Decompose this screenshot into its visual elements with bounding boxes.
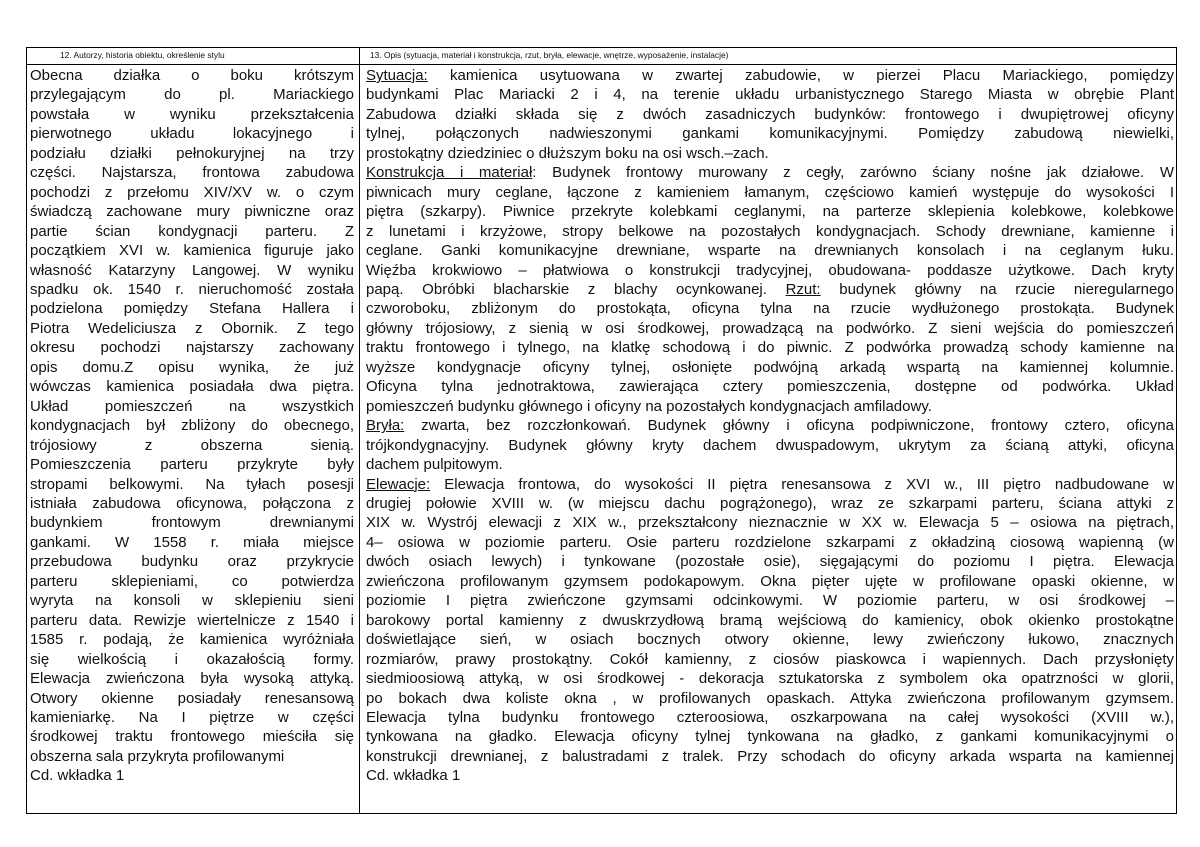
text-line: dachem pulpitowym.: [366, 456, 503, 474]
text-line: Piotra Wedeliciusza z Obornik. Z tego: [30, 319, 354, 337]
label-sytuacja: Sytuacja:: [366, 67, 428, 84]
text-line: siedmioosiową attyką, w osi środkowej - dekoracja sztukatorska z symbolem oka opatrzności w glorii,: [366, 670, 1174, 688]
text-line: papą. Obróbki blacharskie z blachy ocynkowanej. Rzut: budynek główny na rzucie nieregularnego: [366, 280, 1174, 298]
text-line: Zabudowa działki składa się z dwóch zasadniczych budynków: frontowego i dwupiętrowej oficyny: [366, 105, 1174, 123]
text-line: Bryła: zwarta, bez rozczłonkowań. Budynek główny i oficyna podpiwniczone, frontowy cztero, oficyna: [366, 417, 1174, 435]
text-line: budynkami Plac Mariacki 2 i 4, na terenie układu urbanistycznego Starego Miasta w obrębie Plant: [366, 86, 1174, 104]
text-line: rozmiarów, prawy prostokątny. Cokół kamienny, z ciosów piaskowca i wapiennych. Dach przysłonięty: [366, 650, 1174, 668]
text-line: tylnej, połączonych nadwieszonymi gankami komunikacyjnymi. Pomiędzy zabudową niewielki,: [366, 125, 1174, 143]
text-line: Obecna działka o boku krótszym: [30, 67, 354, 84]
text-line: pochodzi z przełomu XIV/XV w. o czym: [30, 183, 354, 201]
text-line: okresu pochodzi najstarszy zachowany: [30, 339, 354, 357]
label-bryla: Bryła:: [366, 417, 405, 435]
text-line: po bokach dwa koliste okna , w profilowanych opaskach. Attyka zwieńczona profilowanym gzymsem.: [366, 689, 1174, 707]
text-line: z lunetami i krzyżowe, stropy belkowe na pozostałych kondygnacjach. Schody drewniane, kamienne i: [366, 222, 1174, 240]
text-line: drugiej połowie XVIII w. (w miejscu dachu pogrążonego), wraz ze szkarpami parteru, ściana attyki z: [366, 494, 1174, 512]
text-line: piwnicach mury ceglane, łączone z kamieniem łamanym, częściowo kamień występuje do wysokości I: [366, 183, 1174, 201]
text-line: Pomieszczenia parteru przykryte były: [30, 456, 354, 474]
text-line: Sytuacja: kamienica usytuowana w zwartej zabudowie, w pierzei Placu Mariackiego, pomiędzy: [366, 67, 1174, 84]
text-line: doświetlające sień, w osiach bocznych otwory okienne, lewy zwieńczony łukowo, znacznych: [366, 631, 1174, 649]
text-line: czworoboku, zbliżonym do prostokąta, oficyna tylna na rzucie wydłużonego prostokąta. Budynek: [366, 300, 1174, 318]
text-line: przebudowa budynku oraz przykrycie: [30, 553, 354, 571]
text-line: parteru sklepieniami, co potwierdza: [30, 572, 354, 590]
text-line: Elewacja zwieńczona była wysoką attyką.: [30, 670, 354, 688]
header-divider: [26, 64, 1177, 65]
text-line: barokowy portal kamienny z dwuskrzydłową bramą wejściową do kamienicy, obok okienko prostokątne: [366, 611, 1174, 629]
text-line: główny trójosiowy, z sienią w osi środkowej, prowadzącą na podwórko. Z sieni wejścia do pomieszczeń: [366, 319, 1174, 337]
text-line: 1585 r. podają, że kamienica wyróżniała: [30, 631, 354, 649]
text-line: obszerna sala przykryta profilowanymi: [30, 747, 285, 765]
text-line: przylegającym do pl. Mariackiego: [30, 86, 354, 104]
text-line: opis domu.Z opisu wynika, że już: [30, 358, 354, 376]
text-line: świadczą zachowane mury piwniczne oraz: [30, 203, 354, 221]
text-line: podzielona pomiędzy Stefana Hallera i: [30, 300, 354, 318]
column-divider: [359, 47, 360, 814]
text-line: piętra (szkarpy). Piwnice przekryte kolebkami ceglanymi, na parterze sklepienia kolebkowe, kolebkowe: [366, 203, 1174, 221]
text-line: Elewacje: Elewacja frontowa, do wysokości II piętra renesansowa z XVI w., III piętro nadbudowane w: [366, 475, 1174, 493]
text-line: części. Najstarsza, frontowa zabudowa: [30, 164, 354, 182]
text-line: dwóch osiach lewych) i tynkowane (pozostałe osie), sięgającymi do poziomu I piętra. Elewacja: [366, 553, 1174, 571]
continuation-note: Cd. wkładka 1: [366, 767, 461, 785]
text-line: istniała zabudowa oficynowa, połączona z: [30, 494, 354, 512]
text-line: kondygnacjach był zbliżony do obecnego,: [30, 417, 354, 435]
text-line: Układ pomieszczeń na wszystkich: [30, 397, 354, 415]
text-line: Konstrukcja i materiał: Budynek frontowy murowany z cegły, zarówno ściany nośne jak działowe. W: [366, 164, 1174, 182]
text-line: wyższe kondygnacje oficyny tylnej, osłonięte podwójną arkadą wspartą na kamiennej kolumnie.: [366, 358, 1174, 376]
text-line: konstrukcji drewnianej, z balustradami z tralek. Przy schodach do oficyny arkada wsparta na kamiennej: [366, 747, 1174, 765]
text-line: tynkowana na gładko. Elewacja oficyny tylnej tynkowana na gładko, z gankami komunikacyjnymi o: [366, 728, 1174, 746]
text-line: parteru data. Rewizje wiertelnicze z 1540 i: [30, 611, 354, 629]
label-rzut: Rzut:: [785, 280, 821, 298]
continuation-note: Cd. wkładka 1: [30, 767, 125, 785]
text-line: XIX w. Wystrój elewacji z XIX w., przekształcony nieznacznie w XX w. Elewacja 5 – osiowa na piętrach,: [366, 514, 1174, 532]
label-elewacje: Elewacje:: [366, 475, 431, 493]
text-line: pomieszczeń budynku głównego i oficyny na pozostałych kondygnacjach amfiladowy.: [366, 397, 932, 415]
text-line: Otwory okienne posiadały renesansową: [30, 689, 354, 707]
text-line: stropami belkowymi. Na tyłach posesji: [30, 475, 354, 493]
text-line: Więźba krokwiowo – płatwiowa o konstrukcji tradycyjnej, obudowana- poddasze użytkowe. Dach kryty: [366, 261, 1174, 279]
text-line: początkiem XVI w. kamienica figuruje jako: [30, 242, 354, 260]
label-konstrukcja: Konstrukcja i materiał: [366, 164, 533, 182]
text-line: partie ścian kondygnacji parteru. Z: [30, 222, 354, 240]
text-line: środkowej traktu frontowego mieściła się: [30, 728, 354, 746]
text-line: pierwotnego układu lokacyjnego i: [30, 125, 354, 143]
text-line: wówczas kamienica posiadała dwa piętra.: [30, 378, 354, 396]
text-line: zwieńczona profilowanym gzymsem podokapowym. Okna pięter ujęte w profilowane opaski okienne, w: [366, 572, 1174, 590]
text-line: budynkiem frontowym drewnianymi: [30, 514, 354, 532]
text-line: Oficyna tylna jednotraktowa, zawierająca cztery pomieszczenia, dostępne od podwórka. Układ: [366, 378, 1174, 396]
text-line: poziomie I piętra zwieńczone gzymsami odcinkowymi. W poziomie parteru, w osi środkowej –: [366, 592, 1174, 610]
text-line: własność Katarzyny Langowej. W wyniku: [30, 261, 354, 279]
header-description: 13. Opis (sytuacja, materiał i konstrukcja, rzut, bryła, elewacje, wnętrze, wyposażenie, instalacje): [370, 50, 729, 60]
form-sheet: [26, 47, 1177, 814]
text-line: gankami. W 1558 r. miała miejsce: [30, 533, 354, 551]
history-column: [30, 66, 354, 786]
text-line: wyryta na konsoli w sklepieniu sieni: [30, 592, 354, 610]
text-line: trójkondygnacyjny. Budynek główny kryty dachem dwuspadowym, ukrytym za ścianą attyki, oficyna: [366, 436, 1174, 454]
text-line: spadku ok. 1540 r. nieruchomość została: [30, 280, 354, 298]
text-line: kamieniarkę. Na I piętrze w części: [30, 708, 354, 726]
text-line: ceglane. Ganki komunikacyjne drewniane, wsparte na drewnianych konsolach i na ceglanym łuku.: [366, 242, 1174, 260]
text-line: powstała w wyniku przekształcenia: [30, 105, 354, 123]
text-line: się wielkością i okazałością formy.: [30, 650, 354, 668]
header-history: 12. Autorzy, historia obiektu, określenie stylu: [60, 50, 225, 60]
text-line: Elewacja tylna budynku frontowego czteroosiowa, oszkarpowana na całej wysokości (XVIII w.),: [366, 708, 1174, 726]
text-line: traktu frontowego i tylnego, na klatkę schodową i do piwnic. Z podwórka prowadzą schody kamienne na: [366, 339, 1174, 357]
text-line: trójosiowy z obszerna sienią.: [30, 436, 354, 454]
text-line: prostokątny dziedziniec o dłuższym boku na osi wsch.–zach.: [366, 144, 769, 162]
text-line: podziału działki pełnokuryjnej na trzy: [30, 144, 354, 162]
description-column: [366, 66, 1174, 786]
text-line: 4– osiowa w poziomie parteru. Osie parteru rozdzielone szkarpami z okładziną ciosową wapienną (w: [366, 533, 1174, 551]
